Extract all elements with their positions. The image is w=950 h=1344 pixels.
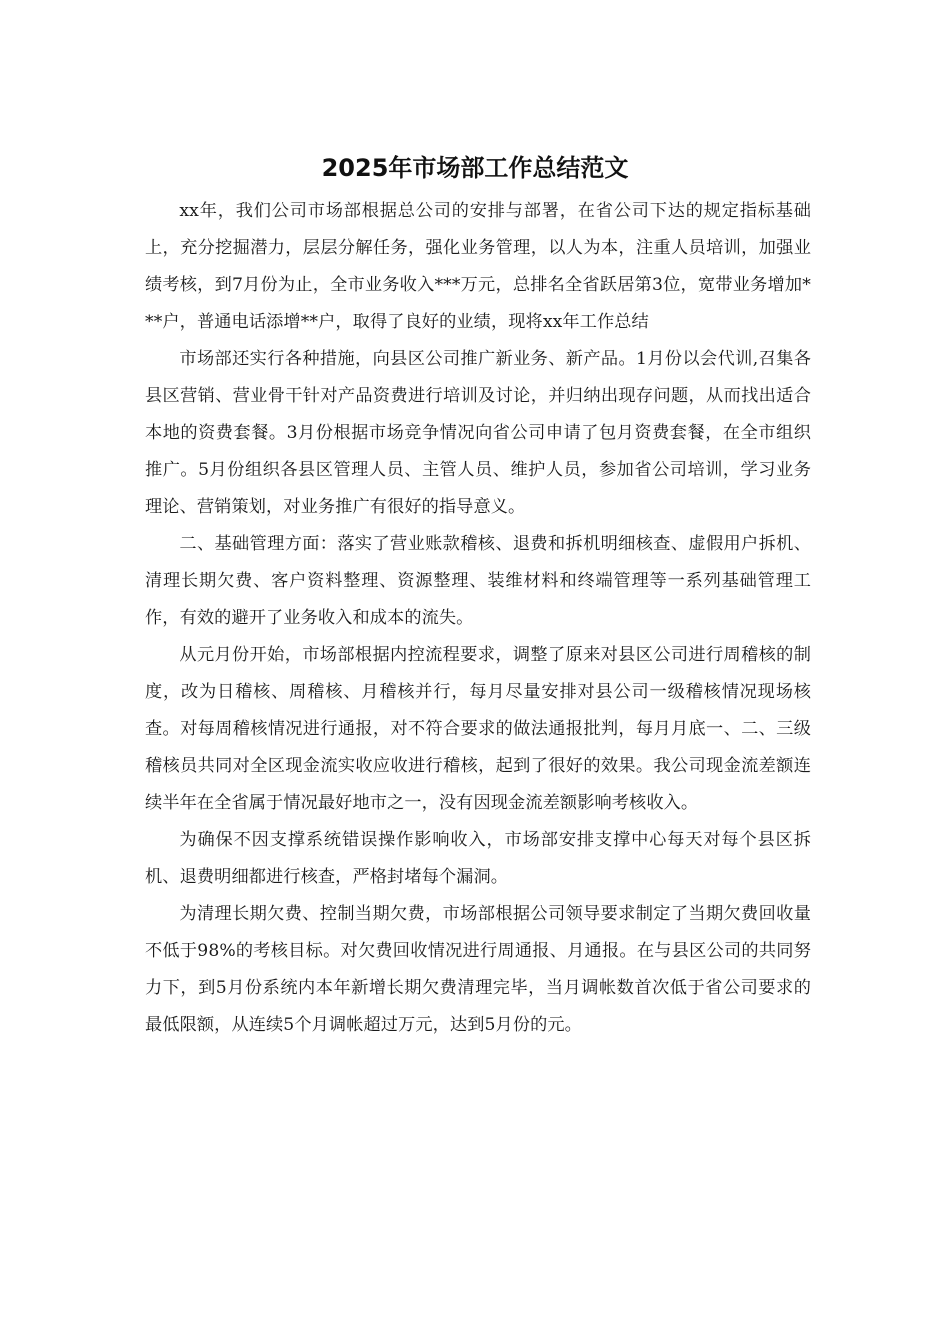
paragraph-arrears: 为清理长期欠费、控制当期欠费，市场部根据公司领导要求制定了当期欠费回收量不低于98%的考核目标。对欠费回收情况进行周通报、月通报。在与县区公司的共同努力下，到5月份系统内本年新增长期欠费清理完毕，当月调帐数首次低于省公司要求的最低限额，从连续5个月调帐超过万元，达到5月份的元。 (145, 904, 811, 1035)
paragraph-basic-management: 二、基础管理方面：落实了营业账款稽核、退费和拆机明细核查、虚假用户拆机、清理长期欠费、客户资料整理、资源整理、装维材料和终端管理等一系列基础管理工作，有效的避开了业务收入和成本的流失。 (145, 534, 811, 628)
paragraph-new-business: 市场部还实行各种措施，向县区公司推广新业务、新产品。1月份以会代训,召集各县区营销、营业骨干针对产品资费进行培训及讨论，并归纳出现存问题，从而找出适合本地的资费套餐。3月份根据市场竞争情况向省公司申请了包月资费套餐，在全市组织推广。5月份组织各县区管理人员、主管人员、维护人员，参加省公司培训，学习业务理论、营销策划，对业务推广有很好的指导意义。 (145, 349, 811, 517)
paragraph-support-system: 为确保不因支撑系统错误操作影响收入，市场部安排支撑中心每天对每个县区拆机、退费明细都进行核查，严格封堵每个漏洞。 (145, 830, 811, 887)
document-body (145, 193, 811, 1044)
paragraph-intro: xx年，我们公司市场部根据总公司的安排与部署，在省公司下达的规定指标基础上，充分挖掘潜力，层层分解任务，强化业务管理，以人为本，注重人员培训，加强业绩考核，到7月份为止，全市业务收入***万元，总排名全省跃居第3位，宽带业务增加***户，普通电话添增**户，取得了良好的业绩，现将xx年工作总结 (145, 201, 811, 332)
document-title: 2025年市场部工作总结范文 (321, 154, 629, 182)
paragraph-audit-system: 从元月份开始，市场部根据内控流程要求，调整了原来对县区公司进行周稽核的制度，改为日稽核、周稽核、月稽核并行，每月尽量安排对县公司一级稽核情况现场核查。对每周稽核情况进行通报，对不符合要求的做法通报批判，每月月底一、二、三级稽核员共同对全区现金流实收应收进行稽核，起到了很好的效果。我公司现金流差额连续半年在全省属于情况最好地市之一，没有因现金流差额影响考核收入。 (145, 645, 811, 813)
